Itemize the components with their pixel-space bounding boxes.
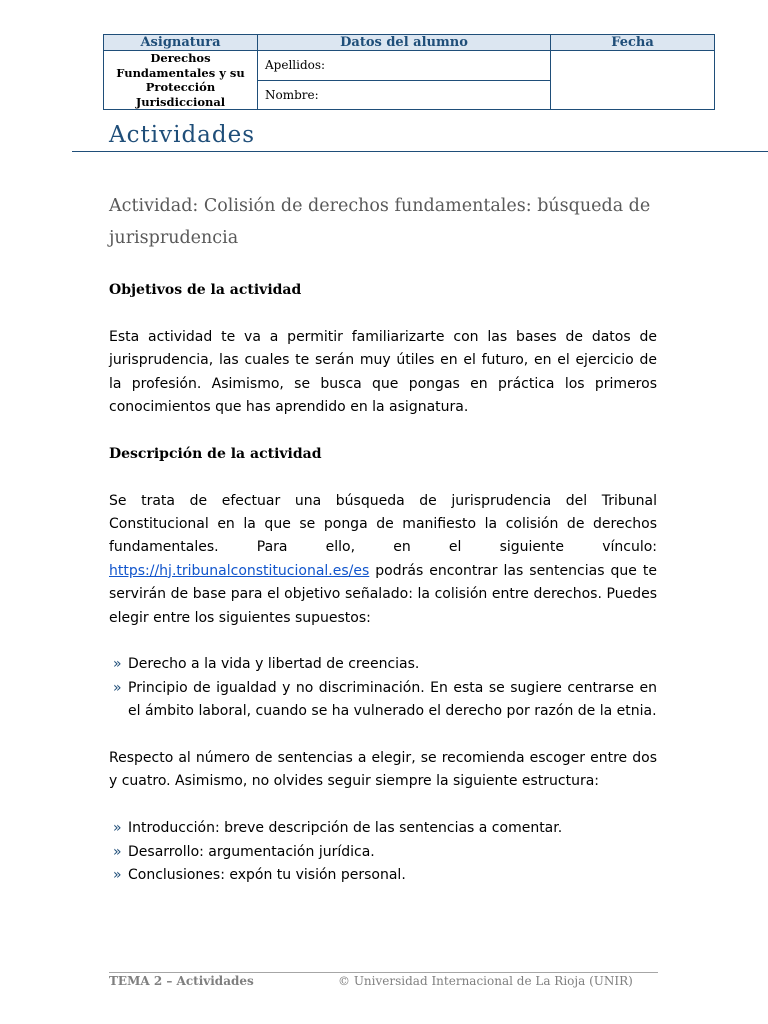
list-item: » Conclusiones: expón tu visión personal. xyxy=(109,864,657,887)
footer-divider xyxy=(109,972,658,973)
structure-intro: Respecto al número de sentencias a elegir, se recomienda escoger entre dos y cuatro. Asimismo, no olvides seguir siempre la siguiente estructura: xyxy=(109,750,657,790)
bullet-marker-icon: » xyxy=(113,679,122,696)
subject-name: Derechos Fundamentales y su Protección Jurisdiccional xyxy=(104,51,258,110)
section-divider xyxy=(72,151,768,152)
list-item: » Introducción: breve descripción de las sentencias a comentar. xyxy=(109,817,657,840)
footer-topic: TEMA 2 – Actividades xyxy=(109,974,254,988)
jurisprudence-link[interactable]: https://hj.tribunalconstitucional.es/es xyxy=(109,562,370,579)
surname-field[interactable]: Apellidos: xyxy=(258,51,551,81)
header-table xyxy=(103,34,715,110)
document-body xyxy=(109,279,657,887)
name-field[interactable]: Nombre: xyxy=(258,80,551,110)
header-col-date: Fecha xyxy=(551,35,715,51)
section-title: Actividades xyxy=(109,122,256,148)
description-text: Se trata de efectuar una búsqueda de jurisprudencia del Tribunal Constitucional en la que se ponga de manifiesto la colisión de derechos fundamentales. Para ello, en el siguiente vínculo: https://hj.tribunalconstitucional.es/es podrás encontrar las sentencias que te servirán de base para el objetivo señalado: la colisión entre derechos. Puedes elegir entre los siguientes supuestos: xyxy=(109,492,657,626)
header-col-subject: Asignatura xyxy=(104,35,258,51)
objectives-heading: Objetivos de la actividad xyxy=(109,282,302,298)
bullet-marker-icon: » xyxy=(113,867,122,884)
description-heading: Descripción de la actividad xyxy=(109,445,322,462)
activity-title: Actividad: Colisión de derechos fundamentales: búsqueda de jurisprudencia xyxy=(109,196,651,248)
list-item: » Derecho a la vida y libertad de creencias. xyxy=(109,653,657,676)
bullet-marker-icon: » xyxy=(113,843,122,860)
bullet-marker-icon: » xyxy=(113,820,122,837)
list-item: » Desarrollo: argumentación jurídica. xyxy=(109,841,657,864)
header-col-student: Datos del alumno xyxy=(258,35,551,51)
footer-copyright: © Universidad Internacional de La Rioja (UNIR) xyxy=(338,974,633,988)
list-item: » Principio de igualdad y no discriminación. En esta se sugiere centrarse en el ámbito laboral, cuando se ha vulnerado el derecho por razón de la etnia. xyxy=(109,677,657,724)
bullet-marker-icon: » xyxy=(113,656,122,673)
date-field[interactable] xyxy=(551,51,715,110)
structure-list xyxy=(109,817,657,887)
objectives-text: Esta actividad te va a permitir familiarizarte con las bases de datos de jurisprudencia, las cuales te serán muy útiles en el futuro, en el ejercicio de la profesión. Asimismo, se busca que pongas en práctica los primeros conocimientos que has aprendido en la asignatura. xyxy=(109,328,657,416)
options-list xyxy=(109,653,657,723)
